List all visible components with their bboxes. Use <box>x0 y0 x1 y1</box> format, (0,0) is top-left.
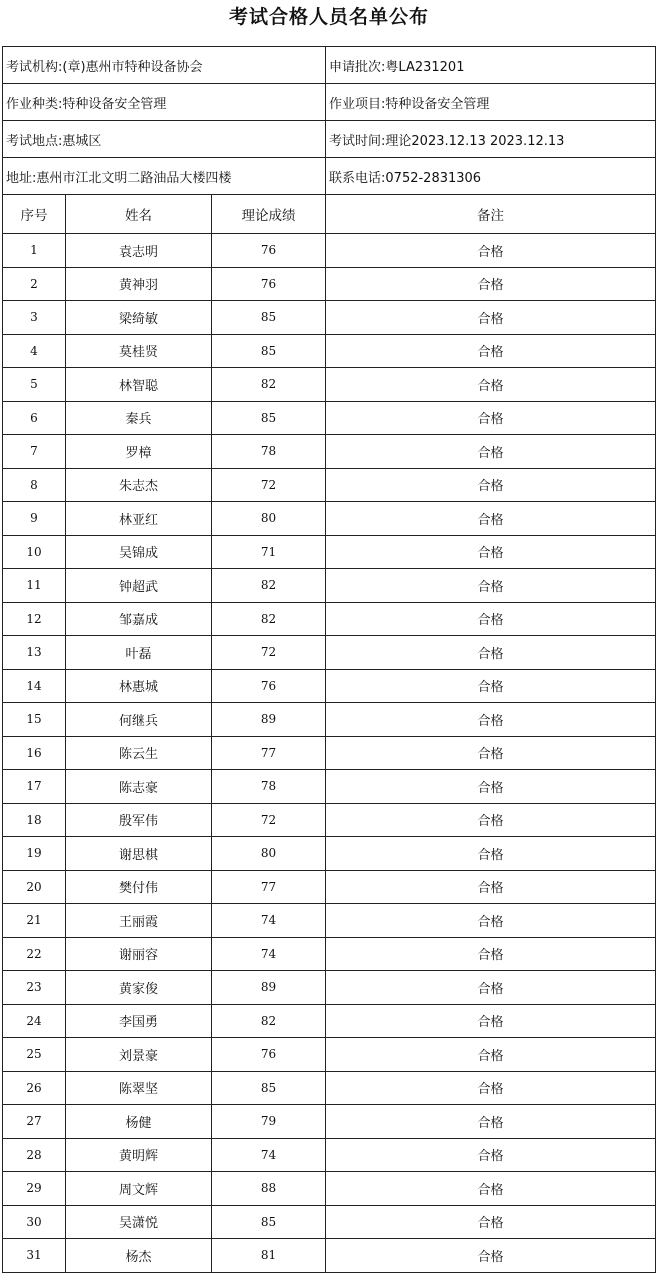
time-cell <box>326 121 656 158</box>
row-name-cell: 刘景豪 <box>66 1038 212 1072</box>
row-score-cell: 89 <box>212 703 326 737</box>
row-name-cell: 袁志明 <box>66 234 212 268</box>
row-name-cell: 邹嘉成 <box>66 602 212 636</box>
table-row <box>3 1038 656 1072</box>
row-name-cell: 林智聪 <box>66 368 212 402</box>
phone-value: 0752-2831306 <box>385 170 482 186</box>
row-number-cell: 21 <box>3 904 66 938</box>
row-name-cell: 莫桂贤 <box>66 334 212 368</box>
row-score-cell: 78 <box>212 770 326 804</box>
row-name-cell: 黄明辉 <box>66 1138 212 1172</box>
row-score-cell: 74 <box>212 1138 326 1172</box>
row-name-cell: 谢思棋 <box>66 837 212 871</box>
row-score-cell: 77 <box>212 870 326 904</box>
row-name-cell: 罗樟 <box>66 435 212 469</box>
row-number-cell: 24 <box>3 1004 66 1038</box>
row-number-cell: 7 <box>3 435 66 469</box>
row-name-cell: 陈翠坚 <box>66 1071 212 1105</box>
row-name-cell: 谢丽容 <box>66 937 212 971</box>
table-body <box>3 47 656 1273</box>
row-score-cell: 89 <box>212 971 326 1005</box>
table-row <box>3 636 656 670</box>
row-score-cell: 80 <box>212 502 326 536</box>
org-cell <box>3 47 326 84</box>
row-name-cell: 朱志杰 <box>66 468 212 502</box>
table-row <box>3 703 656 737</box>
row-remark-cell: 合格 <box>326 468 656 502</box>
table-header-row <box>3 195 656 234</box>
row-remark-cell: 合格 <box>326 1172 656 1206</box>
row-remark-cell: 合格 <box>326 736 656 770</box>
row-name-cell: 叶磊 <box>66 636 212 670</box>
table-row <box>3 535 656 569</box>
row-number-cell: 3 <box>3 301 66 335</box>
row-remark-cell: 合格 <box>326 234 656 268</box>
row-remark-cell: 合格 <box>326 703 656 737</box>
row-score-cell: 71 <box>212 535 326 569</box>
table-row <box>3 837 656 871</box>
row-name-cell: 陈云生 <box>66 736 212 770</box>
batch-value: 粤LA231201 <box>385 59 465 75</box>
org-label: 考试机构: <box>6 59 63 75</box>
row-name-cell: 梁绮敏 <box>66 301 212 335</box>
row-number-cell: 2 <box>3 267 66 301</box>
row-remark-cell: 合格 <box>326 435 656 469</box>
row-name-cell: 殷军伟 <box>66 803 212 837</box>
row-name-cell: 林亚红 <box>66 502 212 536</box>
row-remark-cell: 合格 <box>326 334 656 368</box>
row-number-cell: 26 <box>3 1071 66 1105</box>
row-number-cell: 1 <box>3 234 66 268</box>
row-number-cell: 28 <box>3 1138 66 1172</box>
phone-label: 联系电话: <box>329 170 386 186</box>
row-number-cell: 23 <box>3 971 66 1005</box>
table-row <box>3 468 656 502</box>
table-row <box>3 602 656 636</box>
table-row <box>3 368 656 402</box>
row-number-cell: 22 <box>3 937 66 971</box>
row-remark-cell: 合格 <box>326 1004 656 1038</box>
row-remark-cell: 合格 <box>326 401 656 435</box>
info-row-location <box>3 121 656 158</box>
row-number-cell: 31 <box>3 1239 66 1273</box>
table-row <box>3 1172 656 1206</box>
row-name-cell: 黄神羽 <box>66 267 212 301</box>
row-score-cell: 74 <box>212 904 326 938</box>
column-header-no: 序号 <box>3 195 66 234</box>
row-name-cell: 李国勇 <box>66 1004 212 1038</box>
row-remark-cell: 合格 <box>326 1071 656 1105</box>
row-number-cell: 11 <box>3 569 66 603</box>
row-remark-cell: 合格 <box>326 1105 656 1139</box>
row-remark-cell: 合格 <box>326 1239 656 1273</box>
row-score-cell: 76 <box>212 1038 326 1072</box>
row-number-cell: 27 <box>3 1105 66 1139</box>
table-row <box>3 803 656 837</box>
info-row-work <box>3 84 656 121</box>
row-name-cell: 秦兵 <box>66 401 212 435</box>
row-score-cell: 72 <box>212 636 326 670</box>
row-number-cell: 19 <box>3 837 66 871</box>
row-score-cell: 85 <box>212 301 326 335</box>
table-row <box>3 435 656 469</box>
row-remark-cell: 合格 <box>326 971 656 1005</box>
row-score-cell: 82 <box>212 602 326 636</box>
row-number-cell: 16 <box>3 736 66 770</box>
row-name-cell: 吴潇悦 <box>66 1205 212 1239</box>
row-remark-cell: 合格 <box>326 535 656 569</box>
row-remark-cell: 合格 <box>326 837 656 871</box>
work-type-label: 作业种类: <box>6 96 63 112</box>
work-item-value: 特种设备安全管理 <box>385 96 490 112</box>
row-score-cell: 74 <box>212 937 326 971</box>
row-number-cell: 15 <box>3 703 66 737</box>
row-number-cell: 20 <box>3 870 66 904</box>
location-label: 考试地点: <box>6 133 63 149</box>
phone-cell <box>326 158 656 195</box>
location-value: 惠城区 <box>62 133 102 149</box>
row-remark-cell: 合格 <box>326 267 656 301</box>
table-row <box>3 1138 656 1172</box>
row-score-cell: 78 <box>212 435 326 469</box>
row-number-cell: 12 <box>3 602 66 636</box>
row-name-cell: 王丽霞 <box>66 904 212 938</box>
batch-cell <box>326 47 656 84</box>
table-row <box>3 1239 656 1273</box>
info-row-org <box>3 47 656 84</box>
table-row <box>3 770 656 804</box>
row-score-cell: 82 <box>212 569 326 603</box>
row-remark-cell: 合格 <box>326 669 656 703</box>
row-number-cell: 6 <box>3 401 66 435</box>
row-score-cell: 85 <box>212 401 326 435</box>
row-score-cell: 85 <box>212 334 326 368</box>
row-number-cell: 18 <box>3 803 66 837</box>
row-remark-cell: 合格 <box>326 602 656 636</box>
row-score-cell: 82 <box>212 1004 326 1038</box>
row-name-cell: 何继兵 <box>66 703 212 737</box>
row-remark-cell: 合格 <box>326 569 656 603</box>
work-item-label: 作业项目: <box>329 96 386 112</box>
row-remark-cell: 合格 <box>326 1038 656 1072</box>
row-remark-cell: 合格 <box>326 803 656 837</box>
row-score-cell: 80 <box>212 837 326 871</box>
row-remark-cell: 合格 <box>326 301 656 335</box>
row-remark-cell: 合格 <box>326 1205 656 1239</box>
address-cell <box>3 158 326 195</box>
row-score-cell: 79 <box>212 1105 326 1139</box>
row-number-cell: 30 <box>3 1205 66 1239</box>
table-row <box>3 234 656 268</box>
row-score-cell: 72 <box>212 803 326 837</box>
work-type-cell <box>3 84 326 121</box>
column-header-name: 姓名 <box>66 195 212 234</box>
time-label: 考试时间: <box>329 133 386 149</box>
row-name-cell: 吴锦成 <box>66 535 212 569</box>
row-score-cell: 77 <box>212 736 326 770</box>
row-score-cell: 76 <box>212 267 326 301</box>
column-header-score: 理论成绩 <box>212 195 326 234</box>
table-row <box>3 669 656 703</box>
result-table <box>2 46 656 1273</box>
row-name-cell: 钟超武 <box>66 569 212 603</box>
row-score-cell: 76 <box>212 234 326 268</box>
table-row <box>3 1071 656 1105</box>
work-type-value: 特种设备安全管理 <box>62 96 167 112</box>
row-name-cell: 杨杰 <box>66 1239 212 1273</box>
row-score-cell: 85 <box>212 1071 326 1105</box>
row-remark-cell: 合格 <box>326 870 656 904</box>
row-number-cell: 13 <box>3 636 66 670</box>
table-row <box>3 1105 656 1139</box>
location-cell <box>3 121 326 158</box>
row-score-cell: 76 <box>212 669 326 703</box>
table-row <box>3 1004 656 1038</box>
row-number-cell: 25 <box>3 1038 66 1072</box>
row-score-cell: 88 <box>212 1172 326 1206</box>
row-remark-cell: 合格 <box>326 368 656 402</box>
time-value: 理论2023.12.13 2023.12.13 <box>385 133 565 149</box>
table-row <box>3 937 656 971</box>
column-header-remark: 备注 <box>326 195 656 234</box>
address-label: 地址: <box>6 170 37 186</box>
row-remark-cell: 合格 <box>326 636 656 670</box>
row-name-cell: 林惠城 <box>66 669 212 703</box>
page-title: 考试合格人员名单公布 <box>228 6 429 28</box>
row-name-cell: 陈志豪 <box>66 770 212 804</box>
table-row <box>3 736 656 770</box>
table-row <box>3 334 656 368</box>
row-name-cell: 周文辉 <box>66 1172 212 1206</box>
row-remark-cell: 合格 <box>326 904 656 938</box>
row-remark-cell: 合格 <box>326 502 656 536</box>
info-row-address <box>3 158 656 195</box>
org-value: (章)惠州市特种设备协会 <box>62 59 203 75</box>
row-number-cell: 10 <box>3 535 66 569</box>
table-row <box>3 401 656 435</box>
batch-label: 申请批次: <box>329 59 386 75</box>
table-row <box>3 301 656 335</box>
row-number-cell: 29 <box>3 1172 66 1206</box>
table-row <box>3 569 656 603</box>
row-number-cell: 17 <box>3 770 66 804</box>
work-item-cell <box>326 84 656 121</box>
row-name-cell: 杨健 <box>66 1105 212 1139</box>
table-row <box>3 267 656 301</box>
table-row <box>3 502 656 536</box>
row-number-cell: 9 <box>3 502 66 536</box>
address-value: 惠州市江北文明二路油品大楼四楼 <box>36 170 232 186</box>
row-score-cell: 82 <box>212 368 326 402</box>
row-number-cell: 8 <box>3 468 66 502</box>
row-remark-cell: 合格 <box>326 1138 656 1172</box>
row-name-cell: 黄家俊 <box>66 971 212 1005</box>
row-name-cell: 樊付伟 <box>66 870 212 904</box>
table-row <box>3 1205 656 1239</box>
table-row <box>3 904 656 938</box>
row-score-cell: 72 <box>212 468 326 502</box>
row-remark-cell: 合格 <box>326 937 656 971</box>
row-remark-cell: 合格 <box>326 770 656 804</box>
table-row <box>3 971 656 1005</box>
row-score-cell: 85 <box>212 1205 326 1239</box>
row-number-cell: 14 <box>3 669 66 703</box>
row-number-cell: 5 <box>3 368 66 402</box>
row-number-cell: 4 <box>3 334 66 368</box>
table-row <box>3 870 656 904</box>
row-score-cell: 81 <box>212 1239 326 1273</box>
